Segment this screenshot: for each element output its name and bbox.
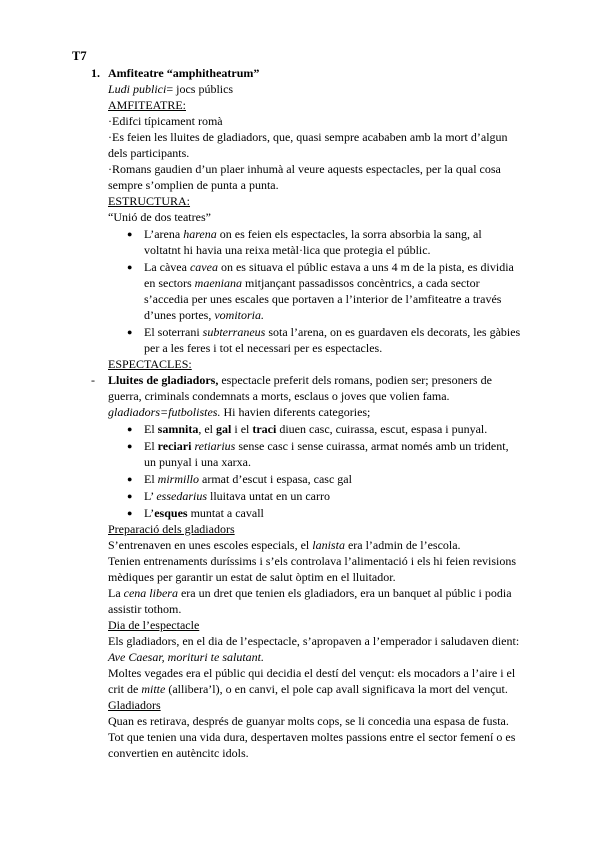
latin-term: Ludi publici xyxy=(108,82,167,96)
list-item-continuation: s’accedia per unes escales que portaven a l’interior de l’amfiteatre a través xyxy=(144,292,502,306)
bullet-icon: ● xyxy=(127,262,133,272)
bullet-icon: ● xyxy=(127,327,133,337)
bullet-icon: ● xyxy=(127,441,133,451)
latin-term: cavea xyxy=(189,260,218,274)
text: = jocs públics xyxy=(166,82,234,96)
list-item: ● L’ essedarius lluitava untat en un carro xyxy=(127,489,330,503)
page-heading: T7 xyxy=(72,49,87,63)
list-item-continuation: un punyal i una xarxa. xyxy=(144,455,251,469)
list-item: ● El mirmillo armat d’escut i espasa, casc gal xyxy=(127,472,352,486)
paragraph-line: “Unió de dos teatres” xyxy=(108,210,211,224)
paragraph-line: ·Romans gaudien d’un plaer inhumà al veure aquests espectacles, per la qual cosa xyxy=(108,162,501,176)
paragraph-line: ·Edifci típicament romà xyxy=(108,114,223,128)
list-item-continuation: d’unes portes, vomitoria. xyxy=(144,308,264,322)
subheading-gladiadors: Gladiadors xyxy=(108,698,161,712)
subheading-dia: Dia de l’espectacle xyxy=(108,618,200,632)
paragraph-line: mèdiques per garantir un estat de salut òptim en el lluitador. xyxy=(108,570,396,584)
subheading-estructura: ESTRUCTURA: xyxy=(108,194,191,208)
bullet-icon: ● xyxy=(127,474,133,484)
list-item-continuation: voltatnt hi havia una reixa metàl·lica que protegia el públic. xyxy=(144,243,431,257)
paragraph-line: La cena libera era un dret que tenien els gladiadors, era un banquet al públic i podia xyxy=(108,586,512,600)
paragraph-line: S’entrenaven en unes escoles especials, el lanista era l’admin de l’escola. xyxy=(108,538,461,552)
section-heading-amfiteatre xyxy=(91,65,260,81)
paragraph-line: Tot que tenien una vida dura, despertaven moltes passions entre el sector femení o es xyxy=(108,730,516,744)
bullet-icon: ● xyxy=(127,424,133,434)
paragraph-line: sempre s’omplien de punta a punta. xyxy=(108,178,279,192)
paragraph-line: dels participants. xyxy=(108,146,190,160)
paragraph-line: Quan es retirava, després de guanyar molts cops, se li concedia una espasa de fusta. xyxy=(108,714,509,728)
latin-quote: Ave Caesar, morituri te salutant. xyxy=(108,650,264,664)
bullet-icon: ● xyxy=(127,491,133,501)
list-item-continuation: per a les feres i tot el necessari per es espectacles. xyxy=(144,341,383,355)
list-item: ● L’arena harena on es feien els espectacles, la sorra absorbia la sang, al xyxy=(127,227,482,241)
list-item: ● El reciari retiarius sense casc i sense cuirassa, armat només amb un trident, xyxy=(127,439,509,453)
subheading-preparacio: Preparació dels gladiadors xyxy=(108,522,235,536)
ludi-line xyxy=(108,81,233,97)
paragraph-line: Tenien entrenaments duríssims i s’els controlava l’alimentació i els hi feien revisions xyxy=(108,554,517,568)
list-number: 1. xyxy=(91,66,100,80)
paragraph-line: Els gladiadors, en el dia de l’espectacle, s’apropaven a l’emperador i saludaven dient: xyxy=(108,634,520,648)
latin-term: subterraneus xyxy=(202,325,266,339)
paragraph-line: ·Es feien les lluites de gladiadors, que, quasi sempre acababen amb la mort d’algun xyxy=(108,130,508,144)
paragraph-line: guerra, criminals condemnats a morts, esclaus o joves que volien fama. xyxy=(108,389,450,403)
bullet-icon: ● xyxy=(127,229,133,239)
paragraph-line: Moltes vegades era el públic qui decidia el destí del vençut: els mocadors a l’aire i el xyxy=(108,666,516,680)
latin-term: harena xyxy=(183,227,217,241)
list-item: ● La càvea cavea on es situava el públic estava a uns 4 m de la pista, es dividia xyxy=(127,260,514,274)
paragraph-line: crit de mitte (allibera’l), o en canvi, el pole cap avall significava la mort del vençut. xyxy=(108,682,508,696)
subheading-amfiteatre: AMFITEATRE: xyxy=(108,98,186,112)
list-item: ● El samnita, el gal i el traci diuen casc, cuirassa, escut, espasa i punyal. xyxy=(127,422,488,436)
list-item: ● El soterrani subterraneus sota l’arena, on es guardaven els decorats, les gàbies xyxy=(127,325,521,339)
paragraph-line: convertien en autèncitc idols. xyxy=(108,746,249,760)
list-item-continuation: en sectors maeniana mitjançant passadissos concèntrics, a cada sector xyxy=(144,276,480,290)
bullet-icon: ● xyxy=(127,508,133,518)
latin-term: vomitoria. xyxy=(214,308,264,322)
list-item: ● L’esques muntat a cavall xyxy=(127,506,264,520)
latin-term: maeniana xyxy=(194,276,242,290)
dash-marker: - xyxy=(91,373,95,387)
subheading-espectacles: ESPECTACLES: xyxy=(108,357,192,371)
section-title: Amfiteatre “amphitheatrum” xyxy=(108,66,260,80)
dash-item: - Lluites de gladiadors, espectacle preferit dels romans, podien ser; presoners de xyxy=(91,373,492,387)
paragraph-line: assistir tothom. xyxy=(108,602,182,616)
paragraph-line: gladiadors=futbolistes. Hi havien diferents categories; xyxy=(108,405,371,419)
